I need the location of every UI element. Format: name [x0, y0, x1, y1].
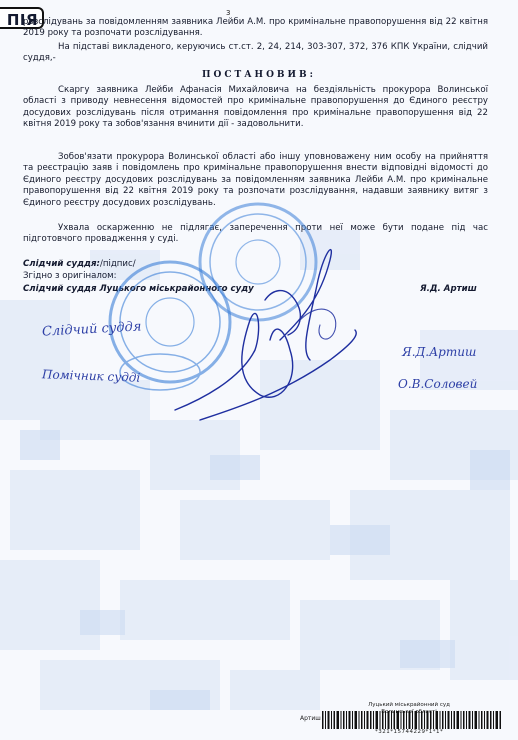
assistant-signature-scribble	[300, 309, 336, 339]
paragraph-ruling-2: Зобов'язати прокурора Волинської області або іншу уповноважену ним особу на прийняття та реєстрацію заяв і повідомлень про кримінальне правопорушення внести відповідні відомості до Єдиного реєстру досудових розслідувань за повідомленням заявника Лейби А.М. про кримінальне правопорушення від 22 квітня 2019 року та розпочати розслідування, надавши заявнику витяг з Єдиного реєстру досудових розслідувань.	[23, 152, 488, 208]
footer-signer: Артиш	[300, 715, 321, 722]
copy-mark: ПІЯ	[0, 7, 44, 29]
paragraph-ruling-1: Скаргу заявника Лейби Афанасія Михайловича на бездіяльність прокурора Волинської області з приводу невнесення відомостей про кримінальне правопорушення до Єдиного реєстру досудових розслідувань після отримання повідомлення про кримінальне правопорушення від 22 квітня 2019 року та зобов'язання вчинити дії - задовольнити.	[23, 85, 488, 130]
court-region-line: області	[415, 709, 437, 715]
round-stamp-top	[200, 204, 316, 320]
handwritten-assistant-title: Помічник судді	[41, 367, 141, 385]
judge-signature-value: /підпис/	[99, 259, 136, 269]
judge-name: Я.Д. Артиш	[420, 284, 477, 294]
handwritten-assistant-name: О.В.Соловей	[398, 377, 478, 391]
page-number: 3	[226, 9, 231, 17]
handwritten-judge-title: Слідчий суддя	[41, 319, 142, 340]
ruling-heading: ПОСТАНОВИВ:	[202, 70, 316, 80]
paragraph-continuation: розслідувань за повідомленням заявника Лейби А.М. про кримінальне правопорушення від 22 квітня 2019 року та розпочати розслідування.	[23, 17, 488, 39]
handwritten-judge-name: Я.Д.Артиш	[402, 345, 477, 359]
court-name-line: Луцький міськрайонний суд	[368, 702, 450, 708]
judge-label: Слідчий суддя:	[23, 259, 100, 269]
paragraph-appeal: Ухвала оскарженню не підлягає, заперечення проти неї може бути подане під час підготовчого провадження у суді.	[23, 223, 488, 245]
barcode-number: *321*15744229*1*1*	[375, 729, 444, 735]
judge-full-title: Слідчий суддя Луцького міськрайонного суду	[23, 284, 254, 294]
original-note: Згідно з оригіналом:	[23, 271, 117, 281]
barcode	[322, 711, 502, 729]
paragraph-legal-basis: На підставі викладеного, керуючись ст.ст. 2, 24, 214, 303-307, 372, 376 КПК України, слідчий суддя,-	[23, 42, 488, 64]
